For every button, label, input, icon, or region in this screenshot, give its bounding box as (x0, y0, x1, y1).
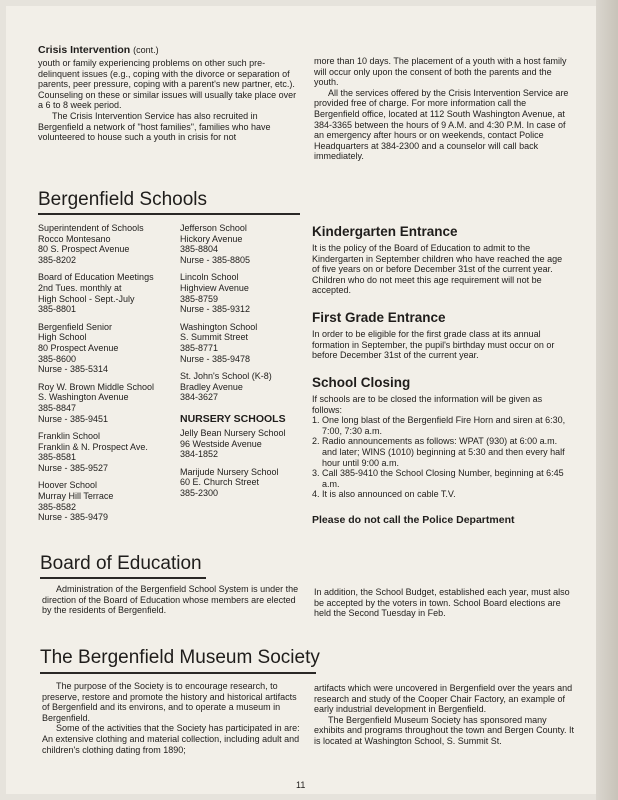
school-entry (38, 272, 178, 314)
school-entry (38, 322, 178, 375)
museum-right-column (314, 683, 574, 747)
entry-line: High School - Sept.-July (38, 293, 135, 304)
entry-line: Jelly Bean Nursery School (180, 427, 286, 438)
schools-title-rule (38, 213, 300, 215)
page-number: 11 (296, 780, 306, 790)
closing-section (312, 375, 572, 526)
entry-line: 80 Prospect Avenue (38, 342, 119, 353)
schools-column-1 (38, 223, 178, 530)
museum-left-p2: Some of the activities that the Society has participated in are: An extensive clothing and material collection, including adult and children's clothing dating from 1890; (42, 723, 300, 755)
closing-item (312, 436, 572, 468)
closing-list (312, 415, 572, 500)
crisis-title: Crisis Intervention (38, 44, 131, 56)
school-entry (180, 322, 308, 364)
closing-item (312, 415, 572, 436)
museum-title: The Bergenfield Museum Society (40, 647, 320, 668)
binding-edge (596, 0, 618, 800)
item-text: One long blast of the Bergenfield Fire Horn and siren at 6:30, 7:00, 7:30 a.m. (322, 415, 566, 436)
school-entry (38, 431, 178, 473)
crisis-right-p1: more than 10 days. The placement of a youth with a host family will occur only upon the consent of both the parents and the youth. (314, 56, 567, 88)
museum-left-column (42, 681, 300, 755)
board-right-text: In addition, the School Budget, established each year, must also be accepted by the voters in town. School Board elections are held the Second Tuesday in Feb. (314, 587, 570, 619)
school-entry (180, 272, 308, 314)
schools-column-2 (180, 223, 308, 505)
schools-title: Bergenfield Schools (38, 189, 207, 210)
entry-line: Bergenfield Senior (38, 321, 113, 332)
entry-line: Lincoln School (180, 272, 239, 283)
school-entry (180, 223, 308, 265)
entry-line: Nurse - 385-8805 (180, 254, 251, 265)
entry-line: Bradley Avenue (180, 381, 243, 392)
entry-line: Nurse - 385-5314 (38, 364, 109, 375)
item-number: 3. (312, 468, 320, 479)
school-entry (38, 382, 178, 424)
entry-line: 384-1852 (180, 449, 219, 460)
entry-line: Nurse - 385-9478 (180, 353, 251, 364)
entry-line: S. Washington Avenue (38, 392, 129, 403)
closing-intro: If schools are to be closed the information will be given as follows: (312, 394, 543, 415)
entry-line: 384-3627 (180, 392, 219, 403)
entry-line: High School (38, 332, 87, 343)
entry-line: 385-8759 (180, 293, 219, 304)
item-text: It is also announced on cable T.V. (322, 489, 456, 500)
crisis-heading (38, 44, 300, 56)
crisis-right-p2: All the services offered by the Crisis Intervention Service are provided free of charge. For more information call the Bergenfield office, located at 112 South Washington Avenue, at 384-3365 between the hours of 9 A.M. and 4:30 P.M. In case of an emergency after hours or on weekends, contact Police Headquarters at 384-2300 and a counselor will call back immediately. (314, 87, 569, 162)
entry-line: 385-8801 (38, 304, 77, 315)
entry-line: 80 S. Prospect Avenue (38, 244, 130, 255)
school-entry (38, 223, 178, 265)
item-text: Radio announcements as follows: WPAT (930) at 6:00 a.m. and later; WINS (1010) beginning at 5:30 and then every half hour until 9:00 a.m. (322, 436, 565, 468)
entry-line: 385-8582 (38, 501, 77, 512)
police-note: Please do not call the Police Department (312, 513, 515, 526)
entry-line: Nurse - 385-9312 (180, 304, 251, 315)
entry-line: Hoover School (38, 480, 98, 491)
entry-line: Franklin School (38, 431, 101, 442)
school-entry (38, 480, 178, 522)
entry-line: Marijude Nursery School (180, 466, 279, 477)
board-left-text: Administration of the Bergenfield School System is under the direction of the Board of Education whose members are elected by the residents of Bergenfield. (42, 584, 299, 616)
board-title-rule (40, 577, 206, 579)
closing-item (312, 468, 572, 489)
entry-line: 385-8771 (180, 342, 219, 353)
entry-line: 96 Westside Avenue (180, 438, 262, 449)
board-title: Board of Education (40, 553, 202, 574)
school-entry (180, 371, 308, 403)
item-text: Call 385-9410 the School Closing Number, beginning at 6:45 a.m. (322, 468, 564, 489)
entry-line: 385-8847 (38, 402, 77, 413)
nursery-entry (180, 428, 308, 460)
entry-line: Nurse - 385-9451 (38, 413, 109, 424)
nursery-entry (180, 467, 308, 499)
closing-title: School Closing (312, 375, 411, 390)
crisis-left-column (38, 44, 300, 143)
first-grade-text: In order to be eligible for the first grade class at its annual formation in September, the pupil's birthday must occur on or before December 31st of the current year. (312, 329, 555, 361)
nursery-heading: NURSERY SCHOOLS (180, 412, 286, 425)
entry-line: 385-8804 (180, 244, 219, 255)
entry-line: St. John's School (K-8) (180, 371, 272, 382)
museum-right-p1: artifacts which were uncovered in Bergenfield over the years and research and study of the Cooper Chair Factory, an example of early industrial development in Bergenfield. (314, 683, 573, 715)
entry-line: S. Summit Street (180, 332, 249, 343)
crisis-left-p1: youth or family experiencing problems on other such pre-delinquent issues (e.g., coping with the divorce or separation of parents, peer pressure, coping with a parent's new partner, etc.). Counseling on these or similar issues will usually take place over a 6 to 8 week period. (38, 58, 297, 111)
entry-line: Highview Avenue (180, 282, 249, 293)
item-number: 4. (312, 489, 320, 500)
entry-line: Jefferson School (180, 223, 247, 233)
crisis-left-p2: The Crisis Intervention Service has also recruited in Bergenfield a network of "host families", families who have volunteered to house such a youth in crisis for not (38, 110, 271, 143)
crisis-right-column (314, 56, 572, 162)
entry-line: Murray Hill Terrace (38, 491, 114, 502)
crisis-cont: (cont.) (133, 45, 159, 55)
item-number: 1. (312, 415, 320, 426)
entry-line: 385-2300 (180, 487, 219, 498)
entry-line: Hickory Avenue (180, 233, 243, 244)
document-page (6, 6, 596, 794)
entry-line: Washington School (180, 321, 258, 332)
kindergarten-section (312, 224, 572, 296)
entry-line: Nurse - 385-9527 (38, 462, 109, 473)
entry-line: 60 E. Church Street (180, 477, 260, 488)
entry-line: 385-8581 (38, 452, 77, 463)
entry-line: Roy W. Brown Middle School (38, 381, 155, 392)
first-grade-title: First Grade Entrance (312, 310, 446, 325)
entry-line: 2nd Tues. monthly at (38, 282, 122, 293)
entry-line: Superintendent of Schools (38, 223, 144, 233)
museum-left-p1: The purpose of the Society is to encourage research, to preserve, restore and promote the history and historical artifacts of Bergenfield and its environs, and to operate a museum in Bergenfield. (42, 681, 297, 723)
entry-line: Franklin & N. Prospect Ave. (38, 441, 148, 452)
kindergarten-text: It is the policy of the Board of Education to admit to the Kindergarten in September children who have reached the age of five years on or before December 31st of the current year. Children who do not meet this age requirement will not be accepted. (312, 243, 563, 296)
kindergarten-title: Kindergarten Entrance (312, 224, 458, 239)
entry-line: Board of Education Meetings (38, 272, 154, 283)
entry-line: Rocco Montesano (38, 233, 111, 244)
entry-line: 385-8202 (38, 254, 77, 265)
item-number: 2. (312, 436, 320, 447)
closing-item (312, 489, 572, 500)
entry-line: Nurse - 385-9479 (38, 512, 109, 523)
entry-line: 385-8600 (38, 353, 77, 364)
museum-right-p2: The Bergenfield Museum Society has sponsored many exhibits and programs throughout the town and Bergen County. It is located at Washington School, S. Summit St. (314, 714, 574, 746)
first-grade-section (312, 310, 572, 361)
museum-title-rule (40, 672, 316, 674)
